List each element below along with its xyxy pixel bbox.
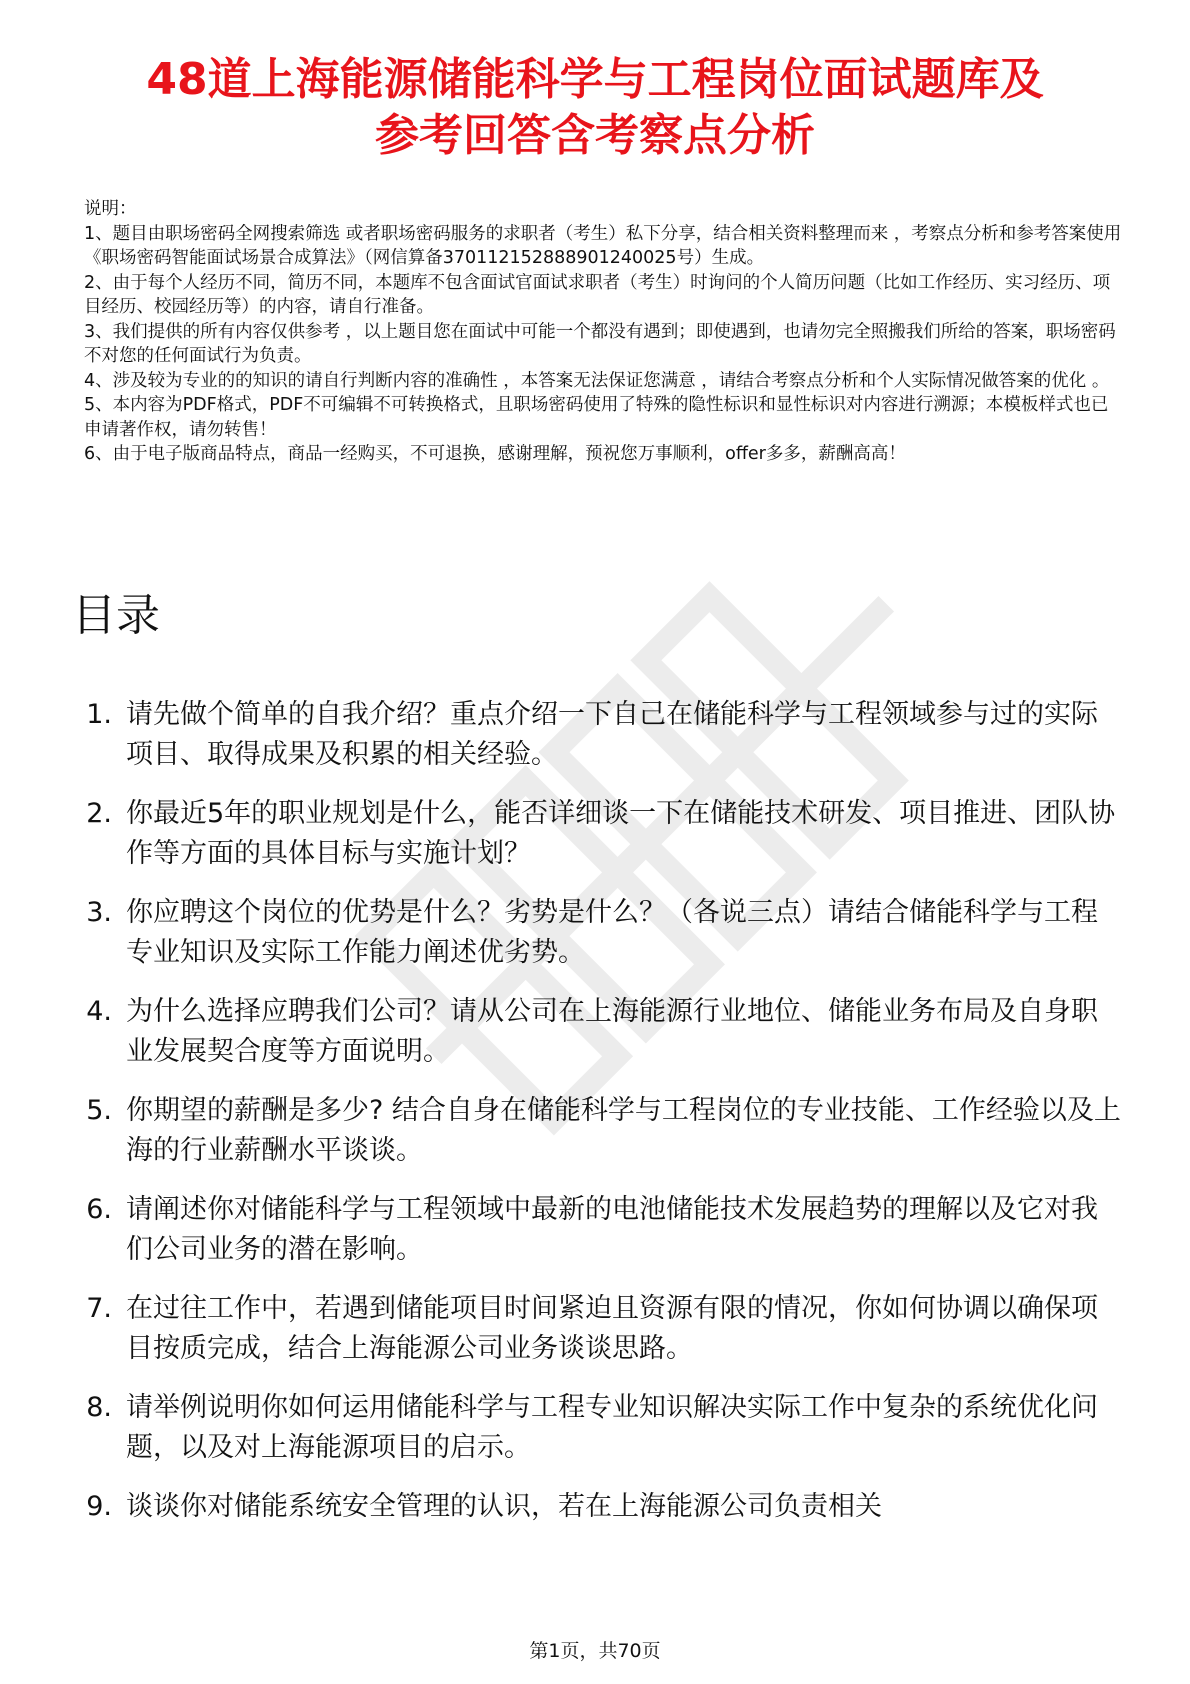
toc-item[interactable] xyxy=(72,1091,1122,1171)
toc-item-number: 2. xyxy=(86,798,112,829)
toc-item-number: 1. xyxy=(86,699,112,730)
toc-item[interactable] xyxy=(72,695,1122,775)
toc-item-number: 3. xyxy=(86,897,112,928)
toc-item-text: 在过往工作中，若遇到储能项目时间紧迫且资源有限的情况，你如何协调以确保项目按质完成，结合上海能源公司业务谈谈思路。 xyxy=(126,1293,1098,1364)
table-of-contents xyxy=(72,695,1122,1546)
title-line-1: 48道上海能源储能科学与工程岗位面试题库及 xyxy=(146,54,1044,105)
toc-item[interactable] xyxy=(72,1190,1122,1270)
toc-item[interactable] xyxy=(72,1388,1122,1468)
toc-item[interactable] xyxy=(72,893,1122,973)
toc-item-number: 6. xyxy=(86,1194,112,1225)
note-item: 4、涉及较为专业的的知识的请自行判断内容的准确性 ，本答案无法保证您满意 ，请结合考察点分析和个人实际情况做答案的优化 。 xyxy=(84,370,1110,391)
toc-item[interactable] xyxy=(72,1487,1122,1527)
toc-item-text: 请举例说明你如何运用储能科学与工程专业知识解决实际工作中复杂的系统优化问题，以及对上海能源项目的启示。 xyxy=(126,1392,1098,1463)
toc-item-text: 你最近5年的职业规划是什么，能否详细谈一下在储能技术研发、项目推进、团队协作等方面的具体目标与实施计划？ xyxy=(126,798,1116,869)
toc-item-text: 请阐述你对储能科学与工程领域中最新的电池储能技术发展趋势的理解以及它对我们公司业务的潜在影响。 xyxy=(126,1194,1098,1265)
notes-label: 说明： xyxy=(84,199,137,219)
toc-item-text: 为什么选择应聘我们公司？请从公司在上海能源行业地位、储能业务布局及自身职业发展契合度等方面说明。 xyxy=(126,996,1098,1067)
note-item: 3、我们提供的所有内容仅供参考 ，以上题目您在面试中可能一个都没有遇到；即使遇到，也请勿完全照搬我们所给的答案，职场密码不对您的任何面试行为负责。 xyxy=(84,321,1116,366)
toc-item[interactable] xyxy=(72,794,1122,874)
note-item: 2、由于每个人经历不同，简历不同，本题库不包含面试官面试求职者（考生）时询问的个人简历问题（比如工作经历、实习经历、项目经历、校园经历等）的内容，请自行准备。 xyxy=(84,272,1111,317)
toc-item-number: 4. xyxy=(86,996,112,1027)
title-line-2: 参考回答含考察点分析 xyxy=(375,110,815,161)
toc-item-number: 8. xyxy=(86,1392,112,1423)
toc-item-number: 7. xyxy=(86,1293,112,1324)
toc-item-text: 你期望的薪酬是多少? 结合自身在储能科学与工程岗位的专业技能、工作经验以及上海的行业薪酬水平谈谈。 xyxy=(126,1095,1121,1166)
toc-item-text: 谈谈你对储能系统安全管理的认识，若在上海能源公司负责相关 xyxy=(126,1491,882,1522)
toc-item-number: 9. xyxy=(86,1491,112,1522)
toc-item-number: 5. xyxy=(86,1095,112,1126)
toc-heading: 目录 xyxy=(72,590,160,641)
page-footer: 第1页，共70页 xyxy=(529,1640,661,1662)
document-title xyxy=(40,52,1150,164)
note-item: 6、由于电子版商品特点，商品一经购买，不可退换，感谢理解，预祝您万事顺利，offer多多，薪酬高高！ xyxy=(84,444,906,464)
toc-item-text: 你应聘这个岗位的优势是什么？劣势是什么？（各说三点）请结合储能科学与工程专业知识及实际工作能力阐述优劣势。 xyxy=(126,897,1098,968)
note-item: 1、题目由职场密码全网搜索筛选 或者职场密码服务的求职者（考生）私下分享，结合相关资料整理而来 ，考察点分析和参考答案使用《职场密码智能面试场景合成算法》（网信算备370112152888901240025号）生成。 xyxy=(84,223,1122,268)
toc-item-text: 请先做个简单的自我介绍？重点介绍一下自己在储能科学与工程领域参与过的实际项目、取得成果及积累的相关经验。 xyxy=(126,699,1098,770)
instructions-notes xyxy=(84,197,1124,467)
note-item: 5、本内容为PDF格式，PDF不可编辑不可转换格式，且职场密码使用了特殊的隐性标识和显性标识对内容进行溯源；本模板样式也已申请著作权，请勿转售！ xyxy=(84,395,1109,440)
toc-item[interactable] xyxy=(72,1289,1122,1369)
toc-item[interactable] xyxy=(72,992,1122,1072)
